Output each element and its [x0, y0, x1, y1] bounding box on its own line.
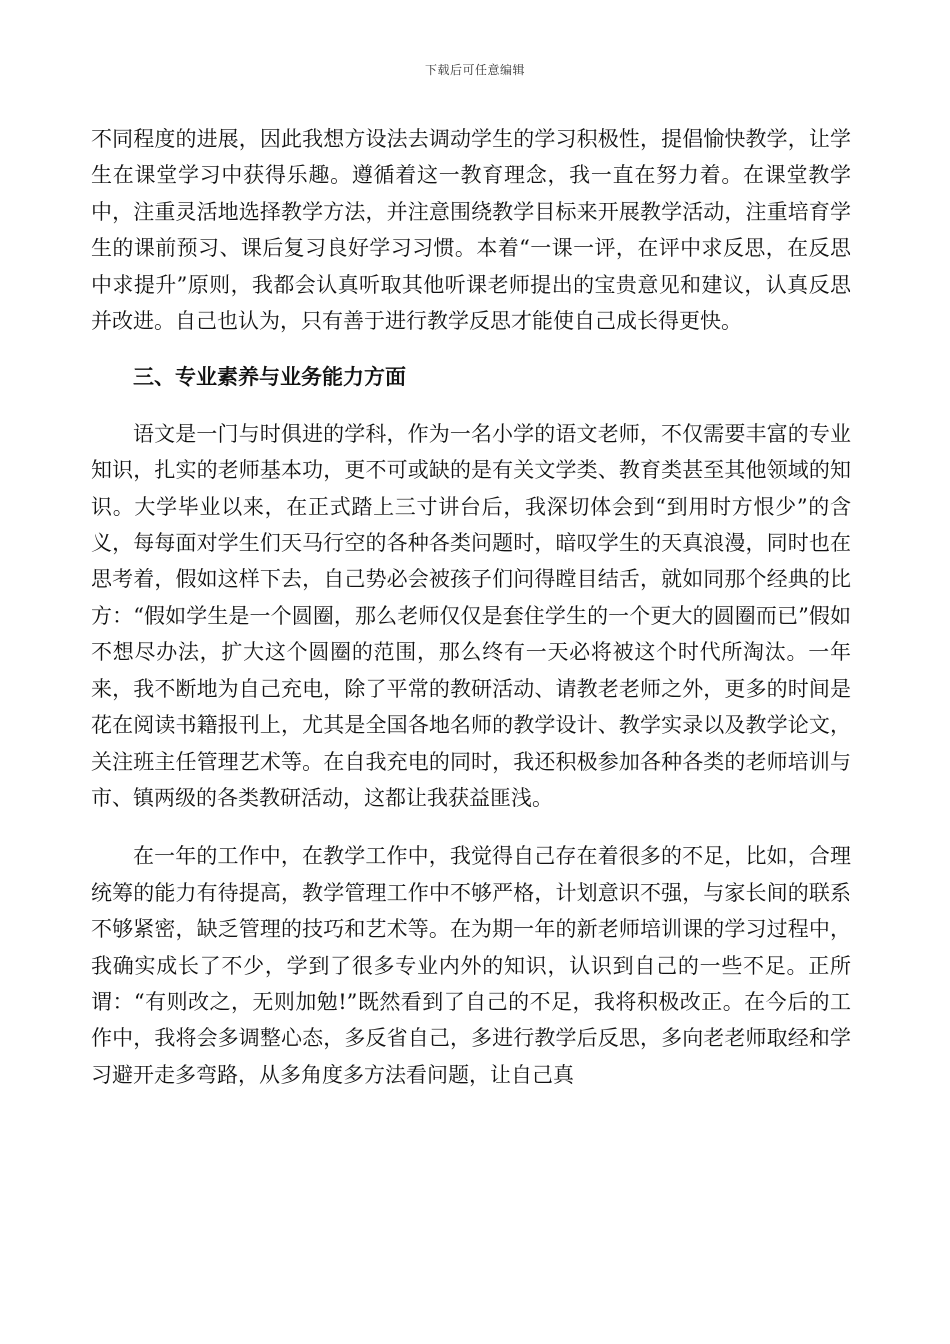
- paragraph-continued: 不同程度的进展，因此我想方设法去调动学生的学习积极性，提倡愉快教学，让学生在课堂学习中获得乐趣。遵循着这一教育理念，我一直在努力着。在课堂教学中，注重灵活地选择教学方法，并注意围绕教学目标来开展教学活动，注重培育学生的课前预习、课后复习良好学习习惯。本着“一课一评，在评中求反思，在反思中求提升”原则，我都会认真听取其他听课老师提出的宝贵意见和建议，认真反思并改进。自己也认为，只有善于进行教学反思才能使自己成长得更快。: [91, 127, 851, 334]
- paragraph-professional-literacy: 语文是一门与时俱进的学科，作为一名小学的语文老师，不仅需要丰富的专业知识，扎实的老师基本功，更不可或缺的是有关文学类、教育类甚至其他领域的知识。大学毕业以来，在正式踏上三寸讲台后，我深切体会到“到用时方恨少”的含义，每每面对学生们天马行空的各种各类问题时，暗叹学生的天真浪漫，同时也在思考着，假如这样下去，自己势必会被孩子们问得瞠目结舌，就如同那个经典的比方：“假如学生是一个圆圈，那么老师仅仅是套住学生的一个更大的圆圈而已”假如不想尽办法，扩大这个圆圈的范围，那么终有一天必将被这个时代所淘汰。一年来，我不断地为自己充电，除了平常的教研活动、请教老老师之外，更多的时间是花在阅读书籍报刊上，尤其是全国各地名师的教学设计、教学实录以及教学论文，关注班主任管理艺术等。在自我充电的同时，我还积极参加各种各类的老师培训与市、镇两级的各类教研活动，这都让我获益匪浅。: [91, 421, 851, 810]
- section-heading-3: 三、专业素养与业务能力方面: [133, 364, 406, 390]
- page-header-note: 下载后可任意编辑: [424, 63, 525, 77]
- document-body: [91, 121, 851, 1093]
- paragraph-shortcomings: 在一年的工作中，在教学工作中，我觉得自己存在着很多的不足，比如，合理统筹的能力有待提高，教学管理工作中不够严格，计划意识不强，与家长间的联系不够紧密，缺乏管理的技巧和艺术等。在为期一年的新老师培训课的学习过程中，我确实成长了不少，学到了很多专业内外的知识，认识到自己的一些不足。正所谓：“有则改之，无则加勉!”既然看到了自己的不足，我将积极改正。在今后的工作中，我将会多调整心态，多反省自己，多进行教学后反思，多向老老师取经和学习避开走多弯路，从多角度多方法看问题，让自己真: [91, 844, 851, 1087]
